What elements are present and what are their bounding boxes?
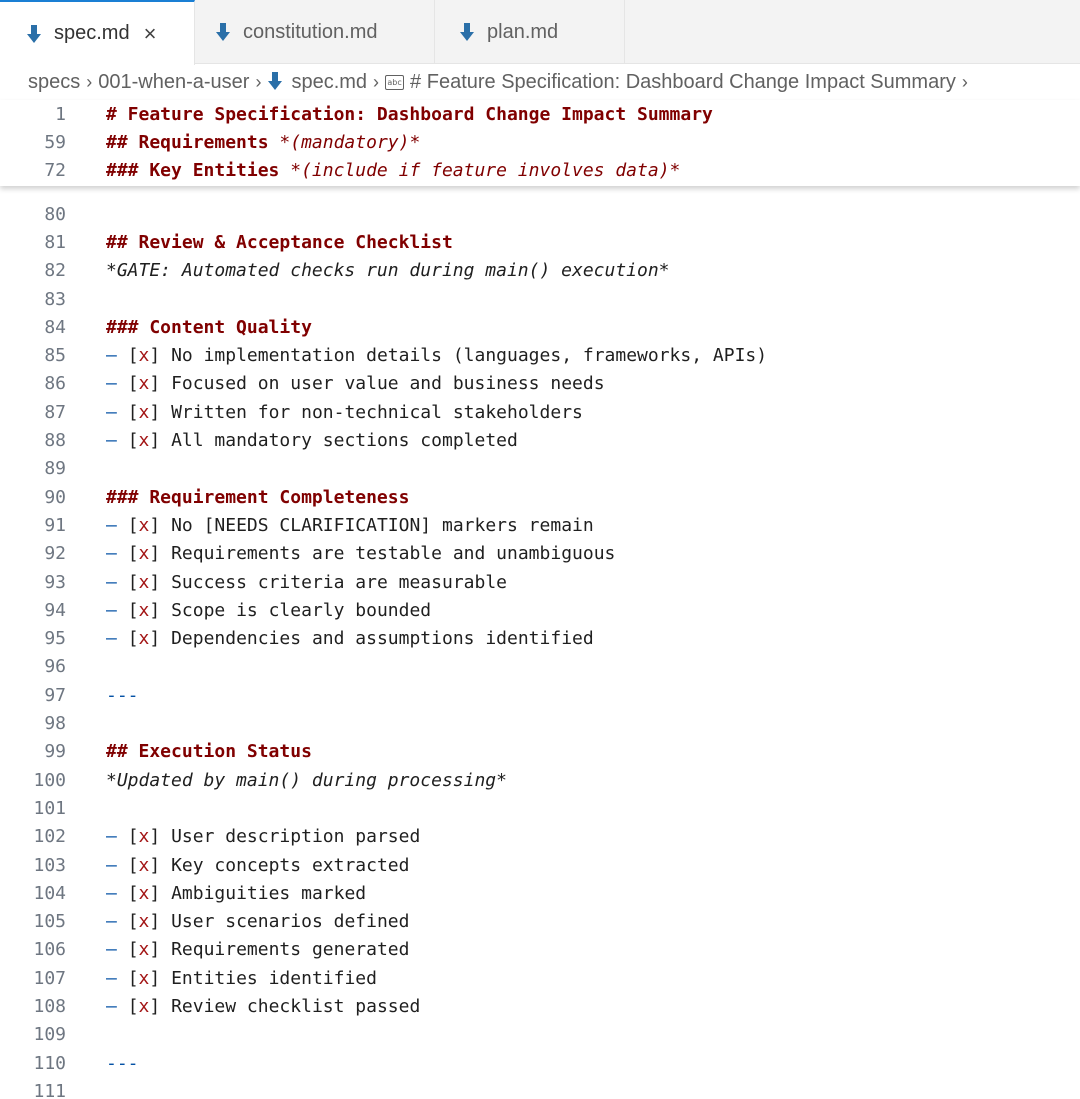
checklist-item [106, 430, 518, 451]
list-dash: – [106, 882, 117, 904]
chevron-right-icon: › [961, 71, 968, 92]
checkbox-open: [ [127, 345, 139, 367]
code-line[interactable] [0, 625, 1080, 653]
string-symbol-icon: abc [385, 75, 404, 90]
checkbox-close: ] [149, 826, 161, 848]
checkbox-mark: x [138, 628, 150, 650]
editor-content[interactable] [0, 186, 1080, 1099]
checkbox-mark: x [138, 967, 150, 989]
list-dash: – [106, 854, 117, 876]
code-line[interactable] [0, 908, 1080, 936]
checklist-text: Ambiguities marked [171, 882, 367, 904]
code-line[interactable] [0, 257, 1080, 285]
list-dash: – [106, 345, 117, 367]
checkbox-open: [ [127, 401, 139, 423]
tab-bar [0, 0, 1080, 64]
checklist-item [106, 968, 377, 989]
line-number: 95 [44, 628, 66, 650]
line-number: 89 [44, 458, 66, 480]
tab-label: spec.md [54, 22, 130, 44]
checkbox-close: ] [149, 882, 161, 904]
checkbox-mark: x [138, 996, 150, 1018]
line-number: 1 [55, 103, 66, 125]
markdown-down-arrow-icon [459, 22, 475, 42]
italic-text: *GATE: Automated checks run during main() execution* [106, 260, 670, 282]
line-number: 104 [33, 882, 66, 904]
checkbox-close: ] [149, 967, 161, 989]
checkbox-open: [ [127, 543, 139, 565]
line-number: 80 [44, 203, 66, 225]
breadcrumb-item-specs[interactable]: specs [28, 70, 81, 93]
checkbox-open: [ [127, 996, 139, 1018]
line-number: 100 [33, 769, 66, 791]
checklist-text: Scope is clearly bounded [171, 599, 432, 621]
breadcrumb [0, 64, 1080, 100]
list-dash: – [106, 571, 117, 593]
checkbox-mark: x [138, 826, 150, 848]
checkbox-open: [ [127, 599, 139, 621]
checkbox-mark: x [138, 401, 150, 423]
checkbox-mark: x [138, 373, 150, 395]
italic-text: *Updated by main() during processing* [106, 769, 507, 791]
checkbox-close: ] [149, 345, 161, 367]
checklist-item [106, 855, 409, 876]
code-line[interactable] [0, 285, 1080, 313]
checklist-item [106, 939, 409, 960]
heading-text: ## Review & Acceptance Checklist [106, 231, 453, 253]
checkbox-mark: x [138, 939, 150, 961]
checklist-item [106, 572, 507, 593]
checkbox-mark: x [138, 854, 150, 876]
line-number: 82 [44, 260, 66, 282]
checkbox-close: ] [149, 628, 161, 650]
line-number: 108 [33, 996, 66, 1018]
list-dash: – [106, 826, 117, 848]
checkbox-mark: x [138, 345, 150, 367]
list-dash: – [106, 599, 117, 621]
line-number: 92 [44, 543, 66, 565]
checkbox-mark: x [138, 571, 150, 593]
code-line[interactable] [0, 936, 1080, 964]
list-dash: – [106, 628, 117, 650]
line-number: 98 [44, 713, 66, 735]
checkbox-mark: x [138, 911, 150, 933]
tab-constitution-md[interactable] [195, 0, 435, 64]
checkbox-close: ] [149, 571, 161, 593]
checklist-item [106, 996, 420, 1017]
heading-text: ## Execution Status [106, 741, 312, 763]
code-line[interactable] [0, 596, 1080, 624]
sticky-line[interactable] [0, 128, 1080, 156]
checkbox-open: [ [127, 854, 139, 876]
checkbox-close: ] [149, 373, 161, 395]
heading-text: ### Content Quality [106, 316, 312, 338]
line-number: 88 [44, 430, 66, 452]
line-number: 110 [33, 1052, 66, 1074]
horizontal-rule: --- [106, 1052, 139, 1074]
code-line[interactable] [0, 653, 1080, 681]
markdown-down-arrow-icon [215, 22, 231, 42]
line-number: 59 [44, 131, 66, 153]
tab-label: constitution.md [243, 20, 378, 43]
line-number: 83 [44, 288, 66, 310]
checklist-text: All mandatory sections completed [171, 430, 518, 452]
chevron-right-icon: › [373, 71, 380, 92]
code-line[interactable] [0, 1077, 1080, 1099]
checklist-text: Entities identified [171, 967, 377, 989]
code-line[interactable] [0, 879, 1080, 907]
code-line[interactable] [0, 426, 1080, 454]
checklist-text: Requirements are testable and unambiguous [171, 543, 616, 565]
code-line[interactable] [0, 1049, 1080, 1077]
line-number: 87 [44, 401, 66, 423]
code-line[interactable] [0, 681, 1080, 709]
sticky-line[interactable] [0, 157, 1080, 185]
list-dash: – [106, 401, 117, 423]
checkbox-mark: x [138, 430, 150, 452]
checkbox-close: ] [149, 911, 161, 933]
checkbox-mark: x [138, 514, 150, 536]
checklist-text: Dependencies and assumptions identified [171, 628, 594, 650]
code-line[interactable] [0, 455, 1080, 483]
checklist-item [106, 826, 420, 847]
sticky-line[interactable] [0, 100, 1080, 128]
checkbox-open: [ [127, 571, 139, 593]
checkbox-open: [ [127, 514, 139, 536]
checkbox-open: [ [127, 882, 139, 904]
checkbox-mark: x [138, 599, 150, 621]
emphasis-text: *(mandatory)* [279, 131, 421, 153]
checkbox-close: ] [149, 854, 161, 876]
line-number: 84 [44, 316, 66, 338]
line-number: 109 [33, 1024, 66, 1046]
code-line[interactable] [0, 342, 1080, 370]
tab-spec-md[interactable] [0, 0, 195, 65]
breadcrumb-item-symbol[interactable]: # Feature Specification: Dashboard Change Impact Summary [410, 70, 956, 93]
chevron-right-icon: › [255, 71, 262, 92]
checkbox-mark: x [138, 543, 150, 565]
checklist-text: Review checklist passed [171, 996, 421, 1018]
code-line[interactable] [0, 313, 1080, 341]
heading-text: ### Key Entities [106, 160, 280, 182]
line-number: 91 [44, 514, 66, 536]
checklist-item [106, 345, 767, 366]
heading-text: # Feature Specification: Dashboard Change Impact Summary [106, 103, 713, 125]
checkbox-close: ] [149, 430, 161, 452]
line-number: 111 [33, 1080, 66, 1099]
line-number: 81 [44, 231, 66, 253]
list-dash: – [106, 911, 117, 933]
line-number: 105 [33, 911, 66, 933]
checkbox-close: ] [149, 996, 161, 1018]
checklist-text: User scenarios defined [171, 911, 410, 933]
checkbox-open: [ [127, 430, 139, 452]
markdown-down-arrow-icon [26, 24, 42, 44]
code-line[interactable] [0, 709, 1080, 737]
code-line[interactable] [0, 738, 1080, 766]
checkbox-open: [ [127, 373, 139, 395]
list-dash: – [106, 373, 117, 395]
checkbox-close: ] [149, 401, 161, 423]
line-number: 93 [44, 571, 66, 593]
checklist-item [106, 373, 605, 394]
list-dash: – [106, 996, 117, 1018]
checklist-text: Focused on user value and business needs [171, 373, 605, 395]
emphasis-text: *(include if feature involves data)* [290, 160, 681, 182]
checklist-text: User description parsed [171, 826, 421, 848]
checkbox-close: ] [149, 543, 161, 565]
checklist-item [106, 402, 583, 423]
checklist-item [106, 883, 366, 904]
line-number: 90 [44, 486, 66, 508]
checkbox-open: [ [127, 967, 139, 989]
list-dash: – [106, 939, 117, 961]
line-number: 72 [44, 160, 66, 182]
checklist-item [106, 628, 594, 649]
heading-text: ## Requirements [106, 131, 269, 153]
code-line[interactable] [0, 200, 1080, 228]
checklist-text: Key concepts extracted [171, 854, 410, 876]
checklist-text: No implementation details (languages, frameworks, APIs) [171, 345, 768, 367]
checkbox-open: [ [127, 939, 139, 961]
line-number: 102 [33, 826, 66, 848]
close-icon[interactable]: × [143, 20, 157, 46]
checklist-item [106, 543, 615, 564]
code-line[interactable] [0, 794, 1080, 822]
code-line[interactable] [0, 370, 1080, 398]
sticky-scroll-header [0, 100, 1080, 186]
code-line[interactable] [0, 398, 1080, 426]
line-number: 94 [44, 599, 66, 621]
code-line[interactable] [0, 540, 1080, 568]
code-line[interactable] [0, 483, 1080, 511]
list-dash: – [106, 967, 117, 989]
code-line[interactable] [0, 766, 1080, 794]
checklist-text: Requirements generated [171, 939, 410, 961]
code-line[interactable] [0, 511, 1080, 539]
line-number: 86 [44, 373, 66, 395]
list-dash: – [106, 543, 117, 565]
checkbox-open: [ [127, 911, 139, 933]
checkbox-open: [ [127, 628, 139, 650]
line-number: 85 [44, 345, 66, 367]
code-line[interactable] [0, 823, 1080, 851]
checklist-item [106, 600, 431, 621]
code-line[interactable] [0, 568, 1080, 596]
line-number: 96 [44, 656, 66, 678]
code-line[interactable] [0, 1021, 1080, 1049]
line-number: 101 [33, 797, 66, 819]
checkbox-open: [ [127, 826, 139, 848]
line-number: 107 [33, 967, 66, 989]
breadcrumb-item-file[interactable]: spec.md [291, 70, 368, 93]
markdown-down-arrow-icon [267, 71, 283, 94]
line-number: 99 [44, 741, 66, 763]
tab-label: plan.md [487, 20, 559, 43]
checklist-item [106, 911, 409, 932]
line-number: 103 [33, 854, 66, 876]
checkbox-close: ] [149, 939, 161, 961]
heading-text: ### Requirement Completeness [106, 486, 410, 508]
horizontal-rule: --- [106, 684, 139, 706]
tab-plan-md[interactable] [435, 0, 625, 64]
checkbox-close: ] [149, 599, 161, 621]
code-line[interactable] [0, 964, 1080, 992]
code-line[interactable] [0, 851, 1080, 879]
breadcrumb-item-folder[interactable]: 001-when-a-user [98, 70, 250, 93]
checklist-text: No [NEEDS CLARIFICATION] markers remain [171, 514, 594, 536]
checklist-text: Success criteria are measurable [171, 571, 508, 593]
checklist-item [106, 515, 594, 536]
chevron-right-icon: › [86, 71, 93, 92]
list-dash: – [106, 430, 117, 452]
code-line[interactable] [0, 992, 1080, 1020]
checkbox-close: ] [149, 514, 161, 536]
code-line[interactable] [0, 228, 1080, 256]
list-dash: – [106, 514, 117, 536]
checkbox-mark: x [138, 882, 150, 904]
checklist-text: Written for non-technical stakeholders [171, 401, 583, 423]
line-number: 97 [44, 684, 66, 706]
line-number: 106 [33, 939, 66, 961]
